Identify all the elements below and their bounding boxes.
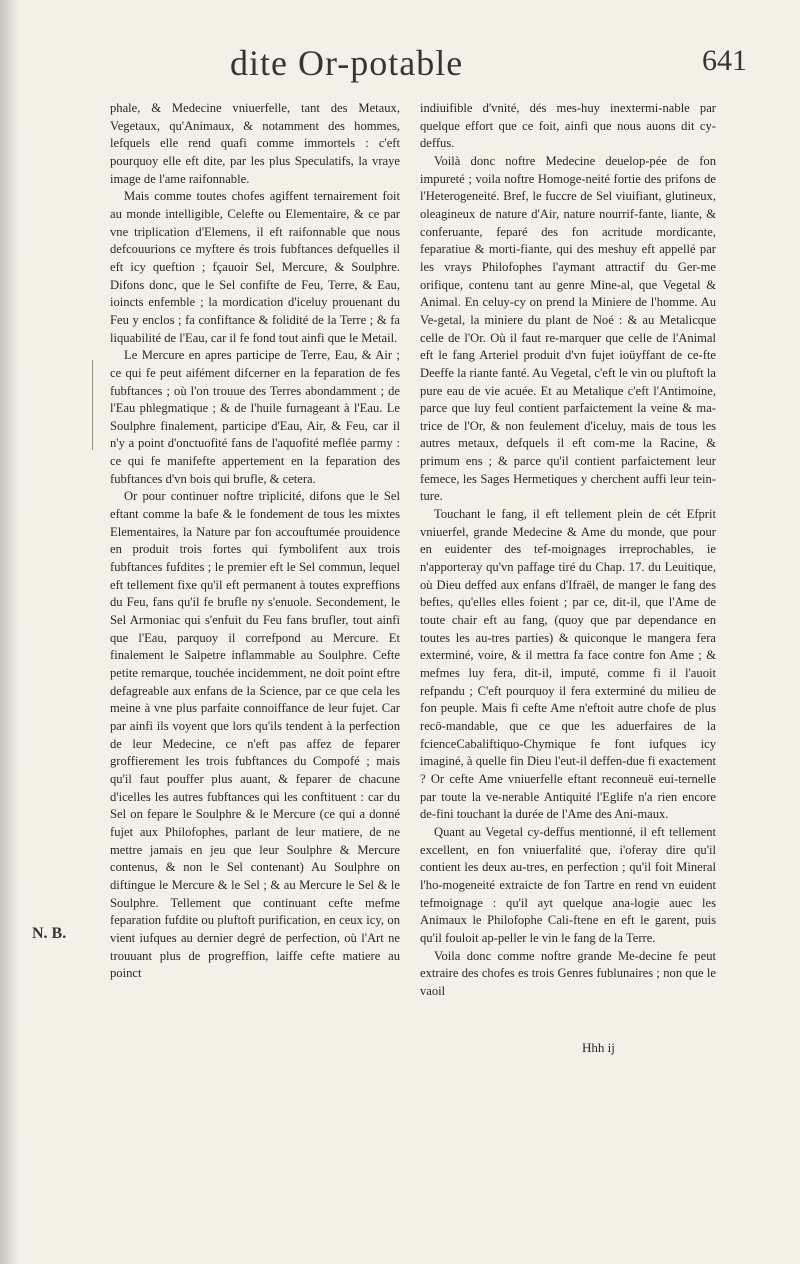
marginal-note: N. B. [32, 925, 67, 942]
paragraph: Mais comme toutes chofes agiffent ternairement foit au monde intelligible, Celefte ou Elementaire, & ce par vne triplication d'Elemens, il eft raifonnable que nous defcouurions ce myftere és trois fubftances defquelles il eft icy queftion ; fçauoir Sel, Mercure, & Soulphre. Difons donc, que le Sel confifte de Feu, Terre, & Eau, ioincts enfemble ; la mordication d'iceluy prouenant du Feu y enclos ; fa confiftance & folidité de la Terre ; & fa liquabilité de l'Eau, car il fe fond tout ainfi que le Metail. [110, 189, 400, 345]
paragraph: Voilà donc noftre Medecine deuelop-pée de fon impureté ; voila noftre Homoge-neité fortie des prifons de l'Heterogeneité. Bref, le fuccre de Sel viuifiant, glutineux, oleagineux de nature d'Air, nature nourrif-fante, liante, & conferuante, feparé des fon acritude mordicante, feparatiue & morti-fiante, qui des meshuy eft appellé par les vrays Philofophes l'aymant attractif du Ger-me orifique, contenu tant au genre Mine-al, que Vegetal & Animal. En celuy-cy on prend la Miniere de l'homme. Au Ve-getal, la miniere du plant de Noé : & au Metalicque celle de l'Or. Où il faut re-marquer que celle de l'Animal eft le fang Arteriel produit d'vn fujet ioüyffant de ce-fte Deeffe la riante fanté. Au Vegetal, c'eft le vin ou pluftoft la pure eau de vie acuée. Et au Metalique c'eft l'Antimoine, parce que luy feul contient parfaictement la veine & ma-trice de l'Or, & non feulement d'iceluy, mais de tous les autres metaux, defquels il eft com-me la Racine, & primum ens ; & parce qu'il contient parfaictement leur femece, les Sages Hermetiques y cherchent auffi leur tein-ture. [420, 153, 716, 504]
page-number: 641 [702, 44, 747, 77]
right-column [420, 100, 716, 1000]
paragraph: Voila donc comme noftre grande Me-decine fe peut extraire des chofes es trois Genres fublunaires ; non que le vaoil [420, 948, 716, 998]
margin-bracket [92, 360, 93, 450]
left-column [110, 100, 400, 983]
paragraph: Le Mercure en apres participe de Terre, Eau, & Air ; ce qui fe peut aifément difcerner en la feparation de fes fubftances ; où l'on trouue des Terres abondamment ; de l'Eau phlegmatique ; & de l'huile furnageant à l'Eau. Le Soulphre finalement, participe d'Eau, Air, & Feu, car il n'y a point d'onctuofité fans de l'aquofité meflée parmy : ce qui fe manifefte appertement en la feparation des fubftances d'vn bois qui brufle, & cetera. [110, 348, 400, 486]
running-title: dite Or-potable [230, 43, 464, 83]
page-header [0, 42, 800, 92]
signature-mark: Hhh ij [582, 1040, 615, 1055]
paragraph: Quant au Vegetal cy-deffus mentionné, il eft tellement excellent, en fon vniuerfalité que, i'oferay dire qu'il contient les deux au-tres, en perfection ; qu'il foit Mineral l'ho-mogeneité extraicte de fon Tartre en rend vn euident tefmoignage : qu'il ayt quelque ana-logie auec les Animaux le Philofophe Cali-ftene en eft le garent, puis qu'il fouloit ap-peller le vin le fang de la Terre. [420, 824, 716, 945]
paragraph: Touchant le fang, il eft tellement plein de cét Efprit vniuerfel, grande Medecine & Ame du monde, que pour en euidenter des tef-moignages irreprochables, ie n'apporteray qu'vn paffage tiré du Chap. 17. du Leuitique, où Dieu deffed aux enfans d'Ifraël, de manger le fang des beftes, qu'elles elles foient ; par ce, dit-il, que l'Ame de toute chair eft au fang, (quoy que par dependance en toutes les au-tres parties) & quiconque le mangera fera exterminé, voire, & il mettra fa face contre fon Ame ; & mefmes luy fera, dit-il, imputé, comme fi il l'auoit refpandu ; C'eft pourquoy il fera exterminé du milieu de fon peuple. Mais fi cefte Ame n'eftoit autre chofe de plus recō-mandable, que ce que les aduerfaires de la fcienceCabaliftiquo-Chymique fe font iufques icy imaginé, à quelle fin Dieu l'eut-il deffen-due fi exactement ? Or cefte Ame vniuerfelle eftant reconneuë eui-ternelle par toute la ve-nerable Antiquité l'Eglife n'a rien encore de-fini touchant la durée de l'Ame des Ani-maux. [420, 507, 716, 822]
paragraph: phale, & Medecine vniuerfelle, tant des Metaux, Vegetaux, qu'Animaux, & notamment des hommes, lefquels elle rend quafi comme immortels : c'eft pourquoy elle eft dite, par les plus Speculatifs, la vraye image de l'ame raifonnable. [110, 101, 400, 186]
binding-shadow [0, 0, 20, 1264]
paragraph: Or pour continuer noftre triplicité, difons que le Sel eftant comme la bafe & le fondement de tous les mixtes Elementaires, la Nature par fon accouftumée prouidence en produit trois fortes qui fymbolifent aux trois fubftances fufdites ; le premier eft le Sel commun, lequel eft tellement fixe qu'il eft permanent à toutes expreffions du Feu, fans qu'il fe brufle ny s'enuole. Secondement, le Sel Armoniac qui s'enfuit du Feu fans brufler, tout ainfi que l'Eau, parquoy il correfpond au Mercure. Et finalement le Salpetre inflammable au Soulphre. Cefte petite remarque, touchée incidemment, ne doit point eftre defagreable aux enfans de la Science, par ce que cela les meine à vne plus parfaite connoiffance de leur fujet. Car par ainfi ils voyent que lors qu'ils tendent à la perfection de leur Medecine, ce n'eft pas affez de feparer groffierement les trois fubftances du Compofé ; mais qu'il faut pouffer plus auant, & feparer de chacune d'icelles les autres fubftances qui les conftituent : car du Sel on fepare le Soulphre & le Mercure (ce qui a donné fujet aux Philofophes, parlant de leur matiere, de ne mettre jamais en jeu que leur Soulphre & Mercure contenus, & non le Sel contenant) Au Soulphre on diftingue le Mercure & le Sel ; & au Mercure le Sel & le Soulphre. Tellement que continuant cefte mefme feparation fufdite ou pluftoft purification, en ceux icy, on vient iufques au dernier degré de perfection, où l'Art ne trouuant plus de progreffion, laiffe cefte matiere au poinct [110, 489, 400, 981]
paragraph: indiuifible d'vnité, dés mes-huy inextermi-nable par quelque effort que ce foit, ainfi que nous auons dit cy-deffus. [420, 101, 716, 151]
